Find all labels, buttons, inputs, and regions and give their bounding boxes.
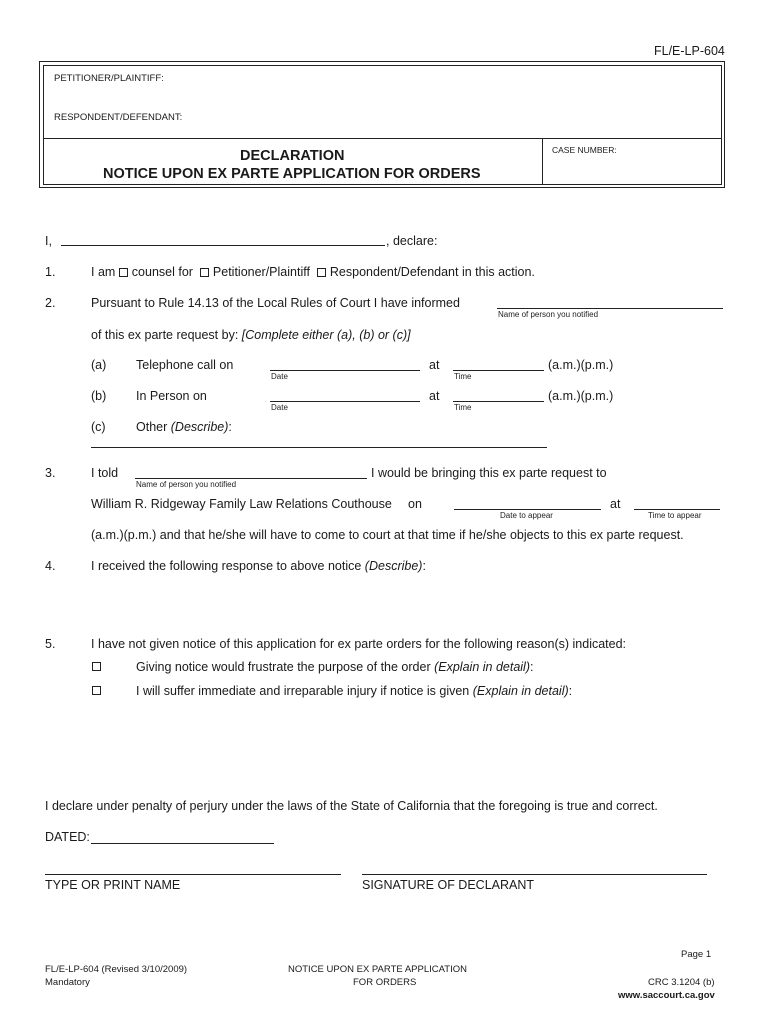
footer-form-revision: FL/E-LP-604 (Revised 3/10/2009) — [45, 964, 188, 975]
item4-describe: (Describe) — [364, 559, 423, 573]
item2c-describe-field[interactable] — [91, 447, 547, 448]
form-title-notice: NOTICE UPON EX PARTE APPLICATION FOR ORDERS — [103, 166, 481, 182]
intro-suffix: , declare: — [386, 234, 438, 248]
notified-person-caption: Name of person you notified — [498, 310, 599, 319]
item2a-label: (a) — [91, 358, 107, 372]
item3-time-field[interactable] — [634, 509, 720, 510]
item1-lead: I am — [91, 265, 116, 279]
item2b-date-field[interactable] — [270, 401, 420, 402]
item3-on: on — [408, 497, 422, 511]
irreparable-injury-checkbox[interactable] — [92, 686, 101, 695]
form-title-declaration: DECLARATION — [240, 148, 345, 164]
petitioner-label: PETITIONER/PLAINTIFF: — [54, 73, 164, 84]
item3-date-field[interactable] — [454, 509, 601, 510]
item4-response-area[interactable] — [91, 578, 721, 628]
print-name-field[interactable] — [45, 874, 341, 875]
item2a-date-caption: Date — [271, 372, 288, 381]
item5-opt1-explain: (Explain in detail) — [434, 660, 530, 674]
item2c-text: Other (Describe): — [136, 420, 232, 434]
item3-at: at — [610, 497, 621, 511]
item5-opt2-explain: (Explain in detail) — [472, 684, 569, 698]
footer-crc: CRC 3.1204 (b) — [648, 977, 715, 988]
footer-mandatory: Mandatory — [45, 977, 90, 988]
footer-website[interactable]: www.saccourt.ca.gov — [618, 990, 715, 1001]
respondent-checkbox[interactable] — [317, 268, 326, 277]
item2b-ampm: (a.m.)(p.m.) — [548, 389, 614, 403]
footer-title-line1: NOTICE UPON EX PARTE APPLICATION — [288, 964, 467, 975]
item2a-ampm: (a.m.)(p.m.) — [548, 358, 614, 372]
item2b-label: (b) — [91, 389, 107, 403]
title-divider — [43, 138, 722, 139]
item3-text-c: (a.m.)(p.m.) and that he/she will have to come to court at that time if he/she objects to this ex parte request. — [91, 528, 684, 542]
item4-number: 4. — [45, 559, 56, 573]
form-code-top: FL/E-LP-604 — [654, 44, 725, 58]
item2a-time-field[interactable] — [453, 370, 544, 371]
footer-title-line2: FOR ORDERS — [353, 977, 417, 988]
item5-opt1-text: Giving notice would frustrate the purpose of the order — [136, 660, 431, 674]
case-number-divider — [542, 138, 543, 185]
item2b-time-caption: Time — [454, 403, 472, 412]
item3-person-field[interactable] — [135, 478, 367, 479]
item2c-other: Other — [136, 420, 168, 434]
item2b-at: at — [429, 389, 440, 403]
item2c-label: (c) — [91, 420, 106, 434]
item2-text2-instruction: [Complete either (a), (b) or (c)] — [241, 328, 411, 342]
item3-time-caption: Time to appear — [648, 511, 702, 520]
print-name-label: TYPE OR PRINT NAME — [45, 878, 181, 892]
courthouse-name: William R. Ridgeway Family Law Relations Couthouse — [91, 497, 392, 511]
counsel-label: counsel for — [131, 265, 193, 279]
item2a-at: at — [429, 358, 440, 372]
dated-field[interactable] — [91, 843, 274, 844]
respondent-label: RESPONDENT/DEFENDANT: — [54, 112, 183, 123]
frustrate-purpose-checkbox[interactable] — [92, 662, 101, 671]
intro-prefix: I, — [45, 234, 52, 248]
item2a-text: Telephone call on — [136, 358, 234, 372]
item5-explanation-area[interactable] — [91, 705, 721, 790]
item2c-describe: (Describe) — [170, 420, 229, 434]
petitioner-option-label: Petitioner/Plaintiff — [212, 265, 310, 279]
petitioner-checkbox[interactable] — [200, 268, 209, 277]
item2b-time-field[interactable] — [453, 401, 544, 402]
item3-text: I told — [91, 466, 119, 480]
item2-text: Pursuant to Rule 14.13 of the Local Rules of Court I have informed — [91, 296, 460, 310]
item5-number: 5. — [45, 637, 56, 651]
signature-field[interactable] — [362, 874, 707, 875]
case-number-label: CASE NUMBER: — [552, 145, 617, 155]
item5-opt2-text: I will suffer immediate and irreparable injury if notice is given — [136, 684, 470, 698]
dated-label: DATED: — [45, 830, 90, 844]
page-number: Page 1 — [681, 949, 712, 960]
notified-person-field[interactable] — [497, 308, 723, 309]
item3-date-caption: Date to appear — [500, 511, 553, 520]
declarant-name-field[interactable] — [61, 245, 385, 246]
item1-number: 1. — [45, 265, 56, 279]
counsel-checkbox[interactable] — [119, 268, 128, 277]
item5-opt1: Giving notice would frustrate the purpose of the order (Explain in detail): — [136, 660, 534, 674]
item3-text-b: I would be bringing this ex parte request to — [371, 466, 607, 480]
item3-number: 3. — [45, 466, 56, 480]
signature-label: SIGNATURE OF DECLARANT — [362, 878, 535, 892]
item2-text2 — [91, 328, 411, 342]
item5-text: I have not given notice of this application for ex parte orders for the following reason(s) indicated: — [91, 637, 627, 651]
item2a-date-field[interactable] — [270, 370, 420, 371]
respondent-option-label: Respondent/Defendant in this action. — [329, 265, 535, 279]
item2b-text: In Person on — [136, 389, 207, 403]
item2-text2-lead: of this ex parte request by: — [91, 328, 239, 342]
item2-number: 2. — [45, 296, 56, 310]
item2b-date-caption: Date — [271, 403, 288, 412]
perjury-statement: I declare under penalty of perjury under the laws of the State of California that the foregoing is true and correct. — [45, 799, 658, 813]
item5-opt2: I will suffer immediate and irreparable injury if notice is given (Explain in detail): — [136, 684, 573, 698]
item3-person-caption: Name of person you notified — [136, 480, 237, 489]
item1-text — [91, 265, 535, 279]
item2a-time-caption: Time — [454, 372, 472, 381]
item4-lead: I received the following response to above notice — [91, 559, 362, 573]
item4-text: I received the following response to above notice (Describe): — [91, 559, 426, 573]
